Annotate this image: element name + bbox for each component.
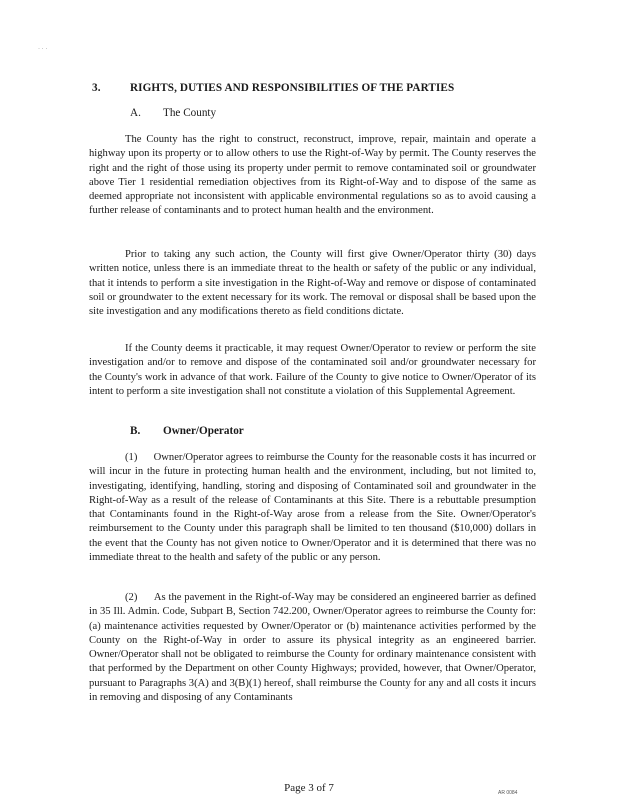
section-number: 3. — [92, 82, 101, 94]
scan-specks: · · · — [38, 46, 48, 52]
paragraph-county-request: If the County deems it practicable, it may request Owner/Operator to review or perform the site investigation and/or to remove and dispose of the contaminated soil and/or groundwater necessary for the County's work in advance of that work. Failure of the County to give notice to Owner/Operator of its intent to perform a site investigation shall not constitute a violation of this Supplemental Agreement. — [89, 343, 536, 397]
document-stamp: AR 0084 — [498, 790, 518, 796]
subsection-a-title: The County — [163, 107, 217, 119]
section-heading — [92, 82, 454, 94]
subsection-b-letter: B. — [130, 425, 141, 437]
subsection-a-heading — [130, 107, 216, 119]
paragraph-county-notice: Prior to taking any such action, the County will first give Owner/Operator thirty (30) days written notice, unless there is an immediate threat to the health or safety of the public or any individual, that it intends to perform a site investigation in the Right-of-Way and remove or dispose of contaminated soil or groundwater to the extent necessary for its work. The removal or disposal shall be based upon the site investigation and any modifications thereto as field conditions dictate. — [89, 249, 536, 318]
subsection-b-title: Owner/Operator — [163, 425, 244, 437]
paragraph-owner-barrier: (2) As the pavement in the Right-of-Way may be considered an engineered barrier as defined in 35 Ill. Admin. Code, Subpart B, Section 742.200, Owner/Operator agrees to reimburse the County for: (a) maintenance activities requested by Owner/Operator or (b) maintenance activities performed by the County on the Right-of-Way in order to assure its physical integrity as an engineered barrier. Owner/Operator shall not be obligated to reimburse the County for ordinary maintenance consistent with that performed by the Department on other County Highways; provided, however, that Owner/Operator, pursuant to Paragraphs 3(A) and 3(B)(1) hereof, shall reimburse the County for any and all costs it incurs in removing and disposing of any Contaminants — [89, 592, 539, 704]
page-footer: Page 3 of 7 — [284, 782, 334, 794]
section-title: RIGHTS, DUTIES AND RESPONSIBILITIES OF THE PARTIES — [130, 82, 455, 94]
paragraph-county-rights: The County has the right to construct, reconstruct, improve, repair, maintain and operate a highway upon its property or to allow others to use the Right-of-Way by permit. The County reserves the right and the right of those using its property under permit to remove contaminated soil or groundwater above Tier 1 residential remediation objectives from its Right-of-Way and to dispose of the same as deemed appropriate not inconsistent with applicable environmental regulations so as to avoid causing a further release of contaminants and to protect human health and the environment. — [89, 134, 536, 217]
subsection-a-letter: A. — [130, 107, 141, 119]
paragraph-owner-reimburse: (1) Owner/Operator agrees to reimburse the County for the reasonable costs it has incurred or will incur in the future in protecting human health and the environment, including, but not limited to, investigating, identifying, handling, storing and disposing of Contaminated soil and groundwater in the Right-of-Way as a result of the release of Contaminants at this Site. There is a rebuttable presumption that Contaminants found in the Right-of-Way arose from a release from the Site. Owner/Operator's reimbursement to the County under this paragraph shall be limited to ten thousand ($10,000) dollars in the event that the County has not given notice to Owner/Operator and it is determined that there was no immediate threat to the health and safety of the public or any person. — [89, 452, 539, 564]
subsection-b-heading — [130, 425, 244, 437]
